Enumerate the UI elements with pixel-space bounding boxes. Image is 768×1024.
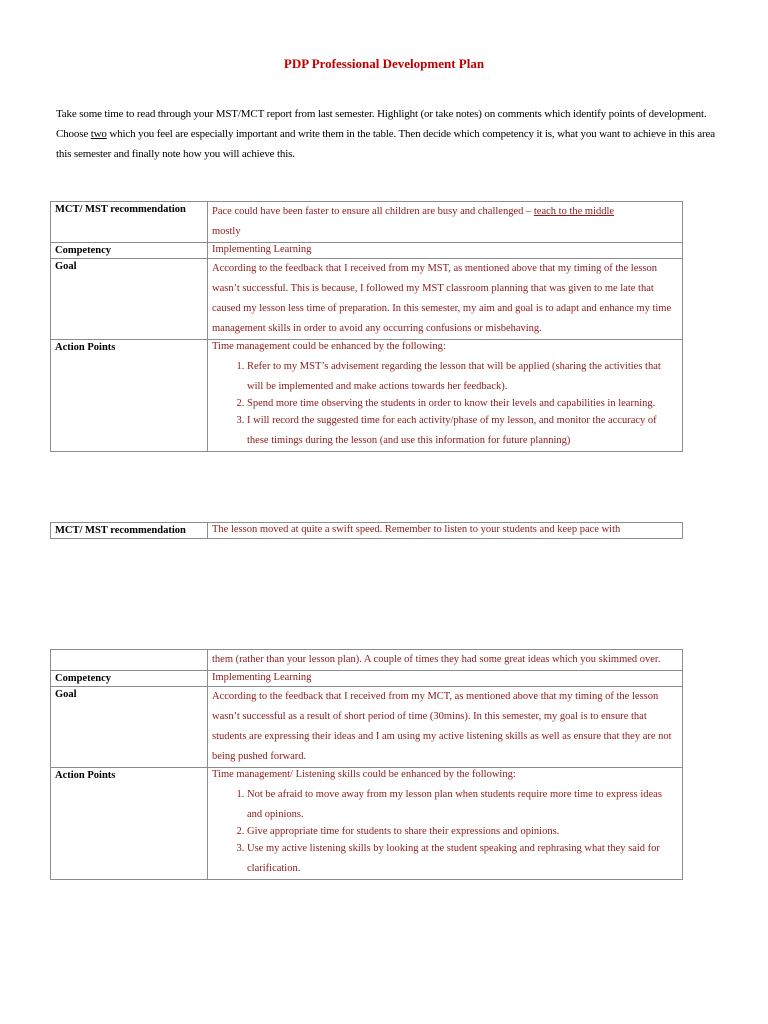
action-point-item: 1. Not be afraid to move away from my lesson plan when students require more time to express ideas and opinions. [247, 785, 678, 825]
instructions-text-part2: which you feel are especially important and write them in the table. Then decide which competency it is, what you want to achieve in this area this semester and finally note how you will achieve this. [56, 128, 715, 160]
plan-table-2-part1 [50, 522, 683, 539]
recommendation-text: Pace could have been faster to ensure all children are busy and challenged – [212, 206, 534, 217]
action-points-row [51, 340, 683, 452]
instructions-underlined-word: two [90, 128, 107, 140]
goal-row [51, 687, 683, 768]
action-point-item: 2. Spend more time observing the students in order to know their levels and capabilities in learning. [247, 394, 678, 414]
action-points-label: Action Points [51, 340, 208, 452]
competency-label: Competency [51, 243, 208, 259]
action-points-list [212, 785, 678, 879]
action-points-value [208, 340, 683, 452]
action-point-item: 2. Give appropriate time for students to share their expressions and opinions. [247, 822, 678, 842]
plan-table-1 [50, 201, 683, 452]
instructions-text-part1: Take some time to read through your MST/MCT report from last semester. Highlight (or take notes) on comments which identify points of development. Choose [56, 108, 707, 140]
recommendation-continued-row [51, 650, 683, 671]
competency-value: Implementing Learning [208, 243, 683, 259]
competency-value: Implementing Learning [208, 671, 683, 687]
recommendation-label: MCT/ MST recommendation [51, 523, 208, 539]
goal-row [51, 259, 683, 340]
recommendation-value: The lesson moved at quite a swift speed. Remember to listen to your students and keep pace with [208, 523, 683, 539]
instructions-paragraph [56, 104, 716, 164]
goal-value: According to the feedback that I received from my MST, as mentioned above that my timing of the lesson wasn’t successful. This is because, I followed my MST classroom planning that was given to me late that caused my lesson less time of preparation. In this semester, my aim and goal is to adapt and enhance my time management skills in order to avoid any occurring confusions or misbehaving. [208, 259, 683, 340]
recommendation-row [51, 202, 683, 243]
competency-row [51, 243, 683, 259]
goal-value: According to the feedback that I received from my MCT, as mentioned above that my timing of the lesson wasn’t successful as a result of short period of time (30mins). In this semester, my goal is to ensure that students are expressing their ideas and I am using my active listening skills as well as ensure that they are not being pushed forward. [208, 687, 683, 768]
action-points-intro: Time management could be enhanced by the following: [212, 341, 446, 352]
action-points-label: Action Points [51, 768, 208, 880]
recommendation-underlined: teach to the middle [533, 206, 615, 217]
goal-label: Goal [51, 687, 208, 768]
empty-label-cell [51, 650, 208, 671]
page-title: PDP Professional Development Plan [283, 56, 485, 71]
recommendation-row [51, 523, 683, 539]
plan-table-2-part2 [50, 649, 683, 880]
goal-label: Goal [51, 259, 208, 340]
competency-label: Competency [51, 671, 208, 687]
action-points-intro: Time management/ Listening skills could be enhanced by the following: [212, 769, 516, 780]
action-points-row [51, 768, 683, 880]
action-points-list [212, 357, 678, 451]
recommendation-continued-value: them (rather than your lesson plan). A couple of times they had some great ideas which you skimmed over. [208, 650, 683, 671]
recommendation-value [208, 202, 683, 243]
action-point-item: 1. Refer to my MST’s advisement regarding the lesson that will be applied (sharing the activities that will be implemented and make actions towards her feedback). [247, 357, 678, 397]
recommendation-label: MCT/ MST recommendation [51, 202, 208, 243]
action-point-item: 3. I will record the suggested time for each activity/phase of my lesson, and monitor the accuracy of these timings during the lesson (and use this information for future planning) [247, 411, 678, 451]
competency-row [51, 671, 683, 687]
recommendation-tail: mostly [212, 226, 241, 237]
action-points-value [208, 768, 683, 880]
action-point-item: 3. Use my active listening skills by looking at the student speaking and rephrasing what they said for clarification. [247, 839, 678, 879]
